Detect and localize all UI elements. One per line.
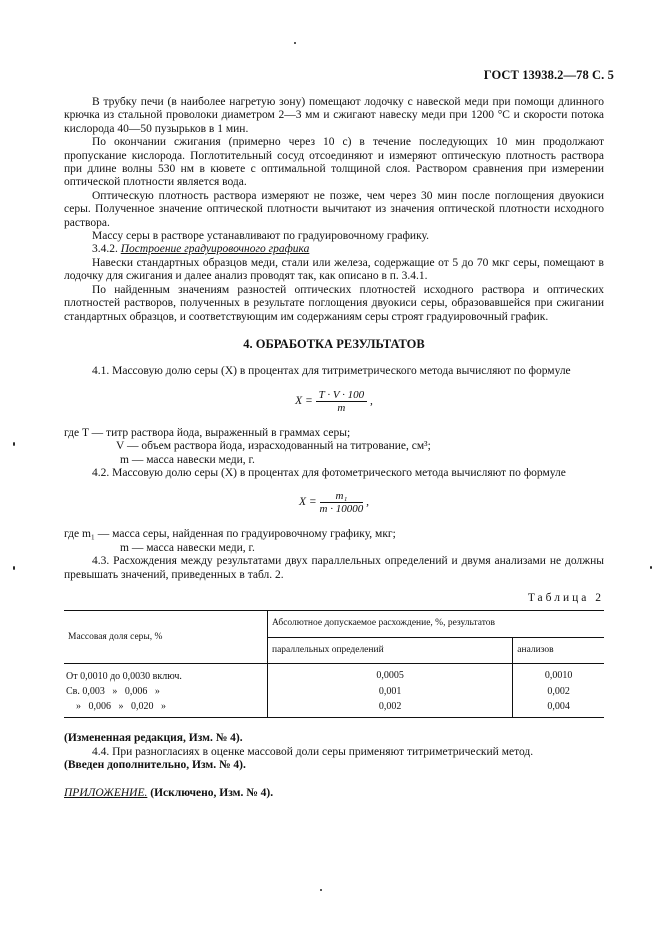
table-header-cell: Абсолютное допускаемое расхождение, %, результатов — [268, 611, 605, 637]
subsection-title: Построение градуировочного графика — [120, 243, 310, 256]
table-cell: От 0,0010 до 0,0030 включ. — [64, 664, 268, 684]
formula-numerator: m₁ — [320, 490, 364, 503]
formula-fraction — [320, 490, 364, 515]
table-cell: 0,004 — [547, 701, 570, 712]
scan-speck — [13, 442, 15, 446]
table-header-cell: параллельных определений — [268, 637, 513, 663]
where-line: V — объем раствора йода, израсходованный на титрование, см³; — [116, 440, 431, 453]
paragraph-4-1: 4.1. Массовую долю серы (X) в процентах для титриметрического метода вычисляют по формуле — [92, 365, 571, 378]
table-caption: Таблица 2 — [527, 591, 604, 604]
where-line: где m₁ — масса серы, найденная по градуировочному графику, мкг; — [64, 528, 396, 541]
scan-speck — [650, 566, 652, 569]
formula-denominator: m — [337, 401, 346, 414]
appendix-line — [64, 787, 604, 800]
paragraph: Массу серы в растворе устанавливают по градуировочному графику. — [92, 230, 429, 243]
amendment-note: (Введен дополнительно, Изм. № 4). — [64, 759, 246, 772]
appendix-text: (Исключено, Изм. № 4). — [150, 786, 274, 799]
table-row — [64, 699, 604, 718]
table-cell: 0,0010 — [544, 670, 573, 682]
formula-denominator: m · 10000 — [319, 503, 364, 516]
paragraph: Оптическую плотность раствора измеряют не позже, чем через 30 мин после поглощения двуокиси серы. Полученное значение оптической плотности вычитают из значения оптической плотности исходного раствора. — [64, 189, 604, 229]
formula-fraction — [316, 389, 367, 414]
formula-lhs: X = — [295, 394, 313, 407]
table-row — [64, 684, 604, 699]
paragraph: В трубку печи (в наиболее нагретую зону) помещают лодочку с навеской меди при помощи длинного крючка из стальной проволоки диаметром 2—3 мм и сжигают навеску меди при 1200 °С и скорости потока кислорода 40—50 пузырьков в 1 мин. — [64, 96, 604, 135]
table-cell: Св. 0,003 » 0,006 » — [64, 684, 268, 699]
page-header: ГОСТ 13938.2—78 С. 5 — [483, 68, 614, 82]
amendment-note: (Измененная редакция, Изм. № 4). — [64, 732, 243, 745]
paragraph-4-4: 4.4. При разногласиях в оценке массовой доли серы применяют титриметрический метод. — [92, 745, 534, 758]
table-cell: 0,002 — [547, 685, 570, 697]
formula-photometric — [64, 490, 604, 518]
formula-tail: , — [366, 496, 369, 509]
scan-speck — [294, 42, 296, 44]
where-line: m — масса навески меди, г. — [120, 541, 255, 554]
where-line: где T — титр раствора йода, выраженный в граммах серы; — [64, 426, 351, 439]
where-line: m — масса навески меди, г. — [120, 453, 255, 466]
table-cell: » 0,006 » 0,020 » — [64, 699, 268, 718]
table-row — [64, 664, 604, 684]
document-body — [64, 96, 604, 800]
paragraph: Навески стандартных образцов меди, стали или железа, содержащие от 5 до 70 мкг серы, помещают в лодочку для сжигания и далее анализ проводят так, как описано в п. 3.4.1. — [64, 256, 604, 283]
paragraph-4-3: 4.3. Расхождения между результатами двух параллельных определений и двумя анализами не должны превышать значений, приведенных в табл. 2. — [64, 555, 604, 581]
formula-lhs: X = — [299, 496, 317, 509]
appendix-label: ПРИЛОЖЕНИЕ. — [64, 786, 148, 799]
paragraph: По окончании сжигания (примерно через 10 с) в течение последующих 10 мин продолжают пропускание кислорода. Поглотительный сосуд отсоединяют и измеряют оптическую плотность раствора при длине волны 530 нм в кювете с оптимальной толщиной слоя. Раствором сравнения при измерении оптической плотности является вода. — [64, 136, 604, 189]
scan-speck — [13, 566, 15, 570]
table-header-cell: анализов — [513, 637, 604, 663]
subsection-heading — [64, 243, 604, 256]
table-cell: 0,002 — [268, 699, 513, 718]
scan-speck — [320, 889, 322, 891]
subsection-number: 3.4.2. — [92, 243, 118, 256]
table-cell: 0,0005 — [268, 664, 513, 684]
formula-numerator: T · V · 100 — [316, 389, 367, 402]
tolerance-table — [64, 610, 604, 718]
paragraph-4-2: 4.2. Массовую долю серы (X) в процентах для фотометрического метода вычисляют по формуле — [92, 466, 566, 479]
table-header-cell: Массовая доля серы, % — [64, 611, 268, 664]
paragraph: По найденным значениям разностей оптических плотностей исходного раствора и оптических плотностей растворов, полученных в результате поглощения двуокиси серы, образовавшейся при сжигании стандартных образцов, и соответствующим им содержаниям серы строят градуировочный график. — [64, 283, 604, 323]
formula-tail: , — [370, 394, 373, 407]
section-title: 4. ОБРАБОТКА РЕЗУЛЬТАТОВ — [243, 336, 425, 351]
table-cell: 0,001 — [268, 684, 513, 699]
formula-titrimetric — [64, 389, 604, 417]
